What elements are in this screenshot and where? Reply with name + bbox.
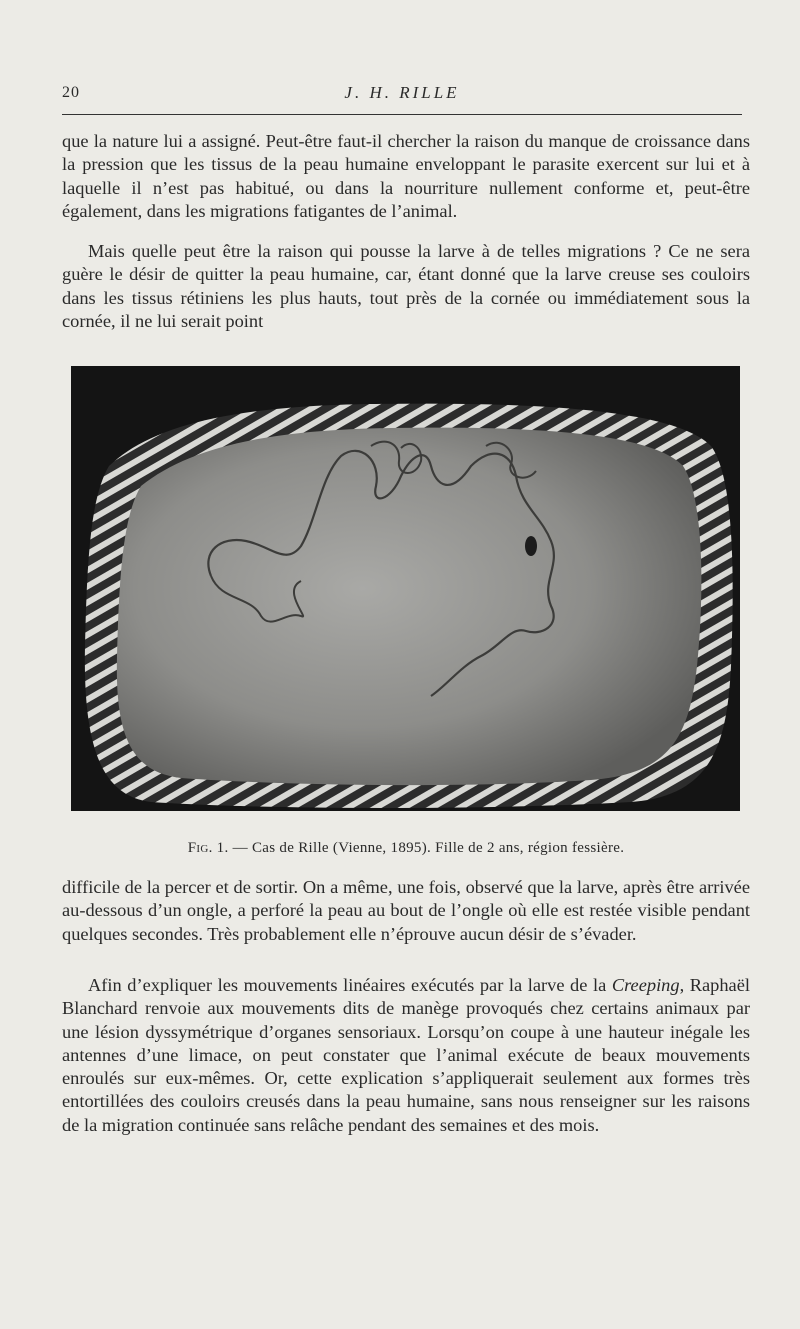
figure-photograph: [71, 366, 740, 811]
paragraph-3: difficile de la percer et de sortir. On a même, une fois, observé que la larve, après être arrivée au-dessous d’un ongle, a perforé la peau au bout de l’ongle où elle est restée visible pendant quelques secondes. Très probablement elle n’éprouve aucun désir de s’évader.: [62, 877, 750, 944]
figure-caption: [62, 840, 750, 857]
figure-caption-text: — Cas de Rille (Vienne, 1895). Fille de 2 ans, région fessière.: [228, 840, 625, 856]
skin-area: [117, 428, 702, 785]
header-rule: [62, 114, 742, 115]
skin-photograph-svg: [71, 366, 740, 811]
running-head: J. H. RILLE: [344, 83, 460, 102]
page-number: 20: [62, 84, 80, 101]
paragraph-1: que la nature lui a assigné. Peut-être faut-il chercher la raison du manque de croissance dans la pression que les tissus de la peau humaine enveloppant le parasite exercent sur lui et à laquelle il n’est pas habitué, ou dans la nourriture nullement conforme et, peut-être également, dans les migrations fatigantes de l’animal.: [62, 131, 750, 221]
paragraph-2: Mais quelle peut être la raison qui pousse la larve à de telles migrations ? Ce ne sera guère le désir de quitter la peau humaine, car, étant donné que la larve creuse ses couloirs dans les tissus rétiniens les plus hauts, tout près de la cornée ou immédiatement sous la cornée, il ne lui serait point: [62, 241, 750, 331]
figure-label: Fig. 1.: [187, 840, 229, 856]
italic-term: Creeping: [611, 975, 680, 995]
page-header: [62, 84, 742, 108]
paragraph-4-part-2: , Raphaël Blanchard renvoie aux mouvements dits de manège provoqués chez certains animaux par une lésion dyssymétrique d’organes sensoriaux. Lorsqu’on coupe à une hauteur inégale les antennes d’une limace, on peut constater que l’animal exécute de beaux mouvements enroulés sur eux-mêmes. Or, cette explication s’appliquerait seulement aux formes très entortillées des couloirs creusés dans la peau humaine, sans nous renseigner sur les raisons de la migration continuée sans relâche pendant des semaines et des mois.: [62, 975, 750, 1135]
paragraph-4-part-1: Afin d’expliquer les mouvements linéaires exécutés par la larve de la: [88, 975, 612, 995]
larva-spot: [525, 536, 537, 556]
paragraph-4: [62, 974, 750, 1137]
